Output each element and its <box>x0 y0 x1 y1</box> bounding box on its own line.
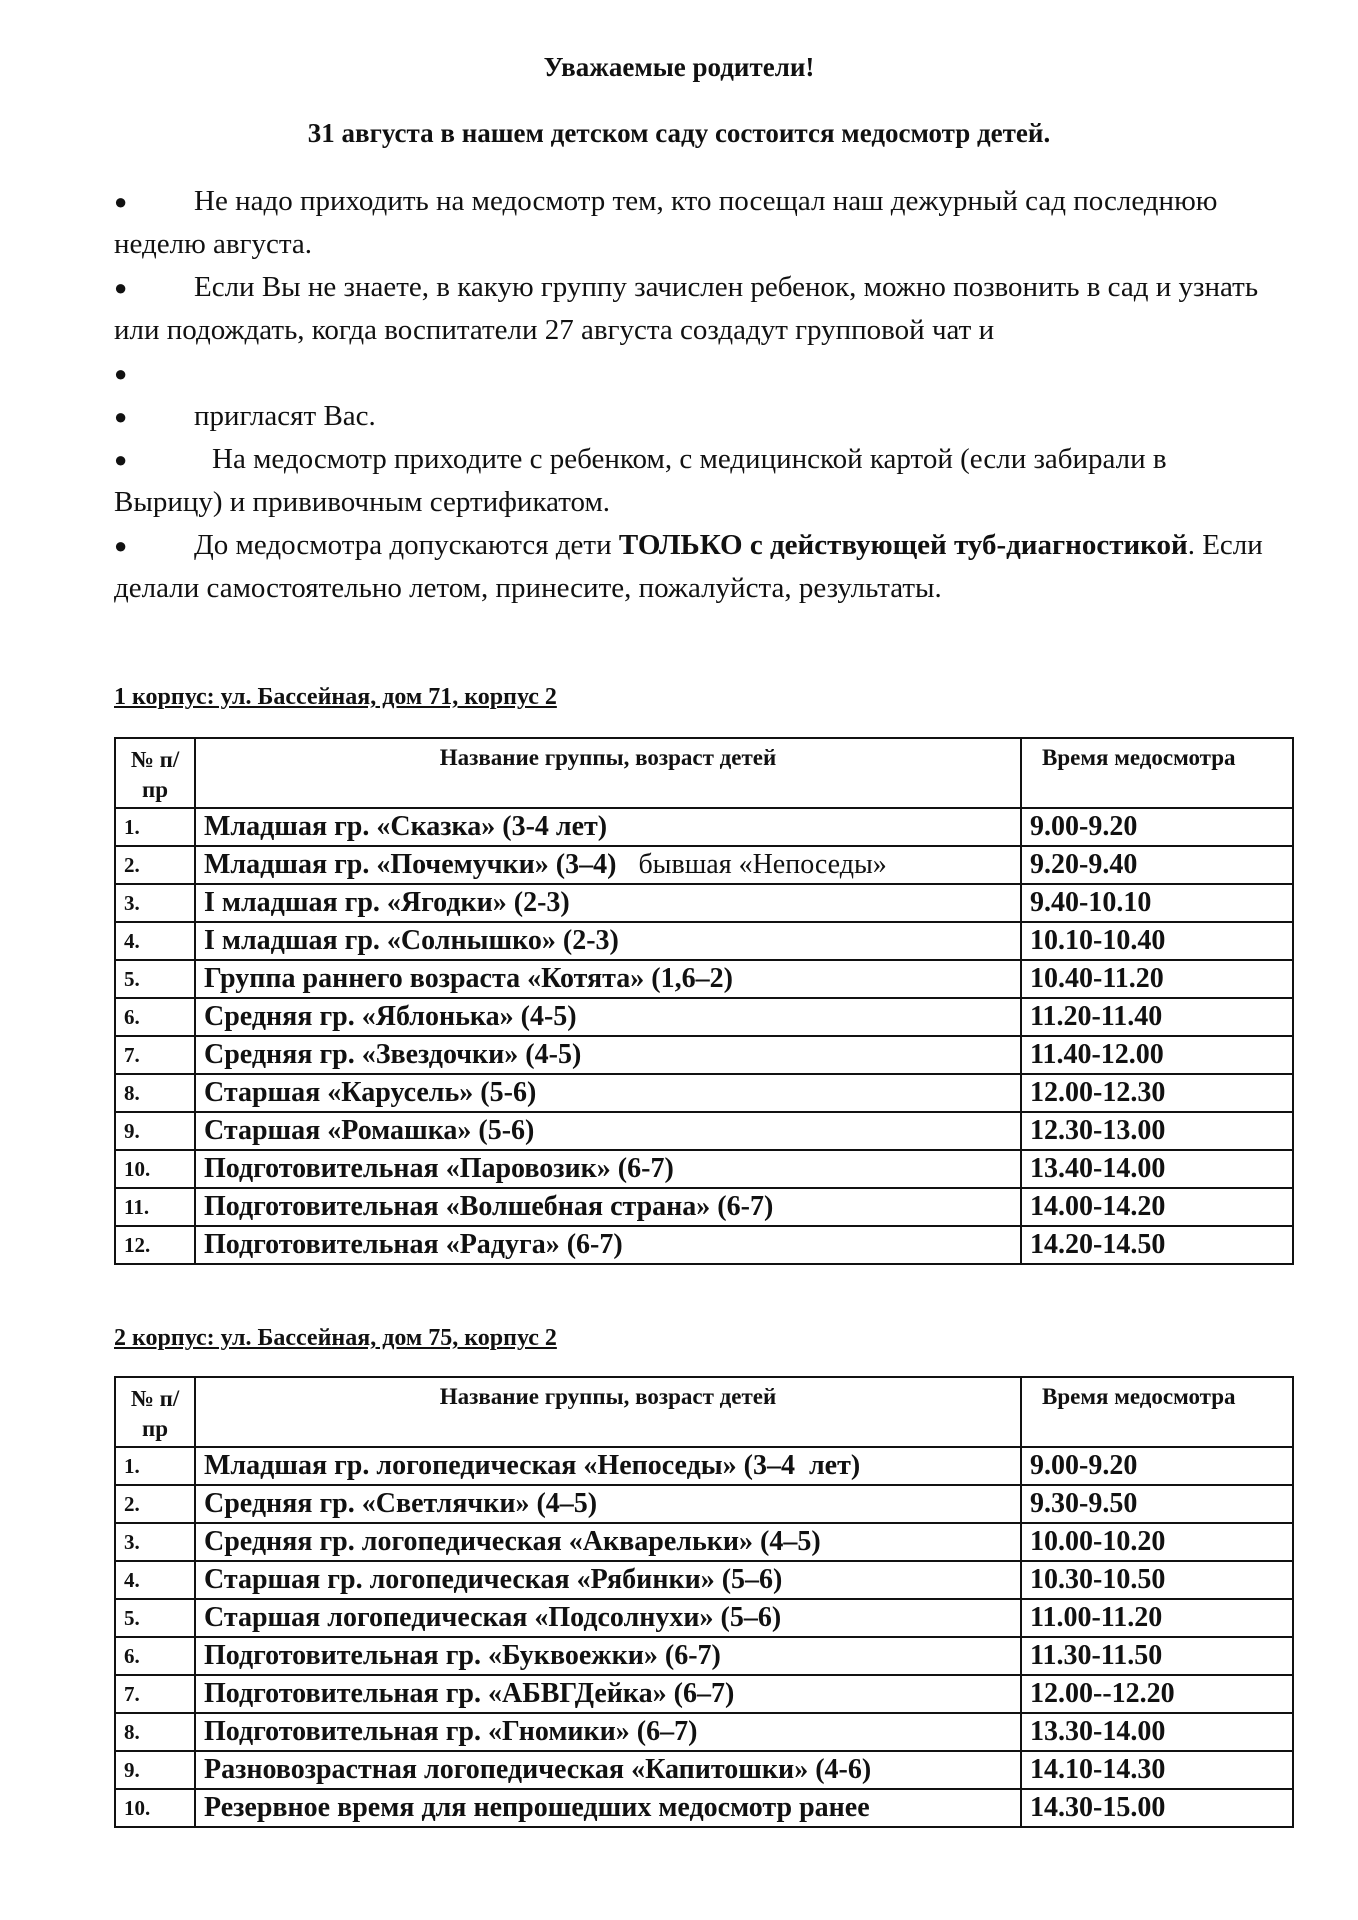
table-row <box>115 1599 1293 1637</box>
row-number: 6. <box>115 1637 195 1675</box>
group-name: Средняя гр. «Светлячки» (4–5) <box>195 1485 1021 1523</box>
table-row <box>115 1074 1293 1112</box>
exam-time: 13.30-14.00 <box>1021 1713 1293 1751</box>
schedule-table-building-1 <box>114 737 1294 1265</box>
group-note: бывшая «Непоседы» <box>638 849 887 880</box>
row-number: 7. <box>115 1036 195 1074</box>
table-row <box>115 846 1293 884</box>
exam-time: 9.20-9.40 <box>1021 846 1293 884</box>
exam-time: 10.00-10.20 <box>1021 1523 1293 1561</box>
column-header-group: Название группы, возраст детей <box>195 1377 1021 1447</box>
table-row <box>115 1447 1293 1485</box>
exam-time: 13.40-14.00 <box>1021 1150 1293 1188</box>
announcement-title: 31 августа в нашем детском саду состоится медосмотр детей. <box>307 118 1051 148</box>
notice-item: ● пригласят Вас. <box>114 395 1274 438</box>
table-header-row <box>115 1377 1293 1447</box>
group-name: Группа раннего возраста «Котята» (1,6–2) <box>195 960 1021 998</box>
notice-emphasis: ТОЛЬКО с действующей туб-диагностикой <box>618 529 1188 561</box>
row-number: 10. <box>115 1789 195 1827</box>
row-number: 10. <box>115 1150 195 1188</box>
table-row <box>115 1523 1293 1561</box>
table-row <box>115 1751 1293 1789</box>
exam-time: 9.00-9.20 <box>1021 1447 1293 1485</box>
exam-time: 9.30-9.50 <box>1021 1485 1293 1523</box>
row-number: 4. <box>115 1561 195 1599</box>
exam-time: 12.00--12.20 <box>1021 1675 1293 1713</box>
bullet-icon: ● <box>114 275 128 300</box>
group-name: Старшая гр. логопедическая «Рябинки» (5–6) <box>195 1561 1021 1599</box>
row-number: 3. <box>115 884 195 922</box>
schedule-table-building-2 <box>114 1376 1294 1828</box>
column-header-time: Время медосмотра <box>1021 1377 1293 1447</box>
notice-item: ● Если Вы не знаете, в какую группу зачислен ребенок, можно позвонить в сад и узнать или подождать, когда воспитатели 27 августа создадут групповой чат и <box>114 266 1274 352</box>
table-row <box>115 1188 1293 1226</box>
notice-list <box>114 180 1274 610</box>
row-number: 3. <box>115 1523 195 1561</box>
group-name: Старшая логопедическая «Подсолнухи» (5–6) <box>195 1599 1021 1637</box>
building-2-heading: 2 корпус: ул. Бассейная, дом 75, корпус 2 <box>114 1325 557 1351</box>
table-row <box>115 1036 1293 1074</box>
exam-time: 9.00-9.20 <box>1021 808 1293 846</box>
column-header-time: Время медосмотра <box>1021 738 1293 808</box>
bullet-icon: ● <box>114 447 128 472</box>
row-number: 7. <box>115 1675 195 1713</box>
table-row <box>115 808 1293 846</box>
exam-time: 11.40-12.00 <box>1021 1036 1293 1074</box>
table-header-row <box>115 738 1293 808</box>
column-header-number: № п/пр <box>115 738 195 808</box>
group-name: Средняя гр. «Яблонька» (4-5) <box>195 998 1021 1036</box>
exam-time: 12.00-12.30 <box>1021 1074 1293 1112</box>
row-number: 1. <box>115 808 195 846</box>
row-number: 8. <box>115 1713 195 1751</box>
row-number: 5. <box>115 960 195 998</box>
exam-time: 14.20-14.50 <box>1021 1226 1293 1264</box>
exam-time: 14.30-15.00 <box>1021 1789 1293 1827</box>
table-row <box>115 1226 1293 1264</box>
bullet-icon: ● <box>114 189 128 214</box>
exam-time: 10.30-10.50 <box>1021 1561 1293 1599</box>
group-name: Младшая гр. «Почемучки» (3–4) бывшая «Непоседы» <box>195 846 1021 884</box>
row-number: 12. <box>115 1226 195 1264</box>
exam-time: 11.20-11.40 <box>1021 998 1293 1036</box>
group-name: Подготовительная гр. «Буквоежки» (6-7) <box>195 1637 1021 1675</box>
column-header-group: Название группы, возраст детей <box>195 738 1021 808</box>
table-row <box>115 960 1293 998</box>
group-name: I младшая гр. «Солнышко» (2-3) <box>195 922 1021 960</box>
table-row <box>115 1713 1293 1751</box>
row-number: 11. <box>115 1188 195 1226</box>
group-name: Старшая «Ромашка» (5-6) <box>195 1112 1021 1150</box>
table-row <box>115 1485 1293 1523</box>
table-row <box>115 922 1293 960</box>
row-number: 1. <box>115 1447 195 1485</box>
exam-time: 14.00-14.20 <box>1021 1188 1293 1226</box>
row-number: 6. <box>115 998 195 1036</box>
group-name: Младшая гр. логопедическая «Непоседы» (3–4 лет) <box>195 1447 1021 1485</box>
group-name: Подготовительная гр. «АБВГДейка» (6–7) <box>195 1675 1021 1713</box>
table-row <box>115 884 1293 922</box>
notice-item: ● Не надо приходить на медосмотр тем, кто посещал наш дежурный сад последнюю неделю августа. <box>114 180 1274 266</box>
exam-time: 9.40-10.10 <box>1021 884 1293 922</box>
group-name: I младшая гр. «Ягодки» (2-3) <box>195 884 1021 922</box>
exam-time: 11.00-11.20 <box>1021 1599 1293 1637</box>
group-name: Разновозрастная логопедическая «Капитошки» (4-6) <box>195 1751 1021 1789</box>
bullet-icon: ● <box>114 404 128 429</box>
notice-item: ● На медосмотр приходите с ребенком, с медицинской картой (если забирали в Вырицу) и прививочным сертификатом. <box>114 438 1274 524</box>
notice-item: ● До медосмотра допускаются дети ТОЛЬКО с действующей туб-диагностикой. Если делали самостоятельно летом, принесите, пожалуйста, результаты. <box>114 524 1274 610</box>
group-name: Подготовительная «Радуга» (6-7) <box>195 1226 1021 1264</box>
group-name: Младшая гр. «Сказка» (3-4 лет) <box>195 808 1021 846</box>
bullet-icon: ● <box>114 361 128 386</box>
exam-time: 12.30-13.00 <box>1021 1112 1293 1150</box>
table-row <box>115 998 1293 1036</box>
group-name: Резервное время для непрошедших медосмотр ранее <box>195 1789 1021 1827</box>
row-number: 2. <box>115 1485 195 1523</box>
row-number: 2. <box>115 846 195 884</box>
exam-time: 14.10-14.30 <box>1021 1751 1293 1789</box>
group-name: Старшая «Карусель» (5-6) <box>195 1074 1021 1112</box>
exam-time: 10.10-10.40 <box>1021 922 1293 960</box>
group-name: Средняя гр. логопедическая «Акварельки» (4–5) <box>195 1523 1021 1561</box>
row-number: 9. <box>115 1112 195 1150</box>
row-number: 9. <box>115 1751 195 1789</box>
exam-time: 11.30-11.50 <box>1021 1637 1293 1675</box>
group-name: Подготовительная «Паровозик» (6-7) <box>195 1150 1021 1188</box>
group-name: Средняя гр. «Звездочки» (4-5) <box>195 1036 1021 1074</box>
group-name: Подготовительная гр. «Гномики» (6–7) <box>195 1713 1021 1751</box>
table-row <box>115 1561 1293 1599</box>
table-row <box>115 1112 1293 1150</box>
table-row <box>115 1675 1293 1713</box>
row-number: 4. <box>115 922 195 960</box>
row-number: 5. <box>115 1599 195 1637</box>
column-header-number: № п/пр <box>115 1377 195 1447</box>
group-name: Подготовительная «Волшебная страна» (6-7) <box>195 1188 1021 1226</box>
greeting-title: Уважаемые родители! <box>543 52 815 82</box>
table-row <box>115 1789 1293 1827</box>
building-1-heading: 1 корпус: ул. Бассейная, дом 71, корпус 2 <box>114 684 557 710</box>
exam-time: 10.40-11.20 <box>1021 960 1293 998</box>
table-row <box>115 1150 1293 1188</box>
row-number: 8. <box>115 1074 195 1112</box>
notice-item-empty <box>114 352 1274 395</box>
bullet-icon: ● <box>114 533 128 558</box>
table-row <box>115 1637 1293 1675</box>
